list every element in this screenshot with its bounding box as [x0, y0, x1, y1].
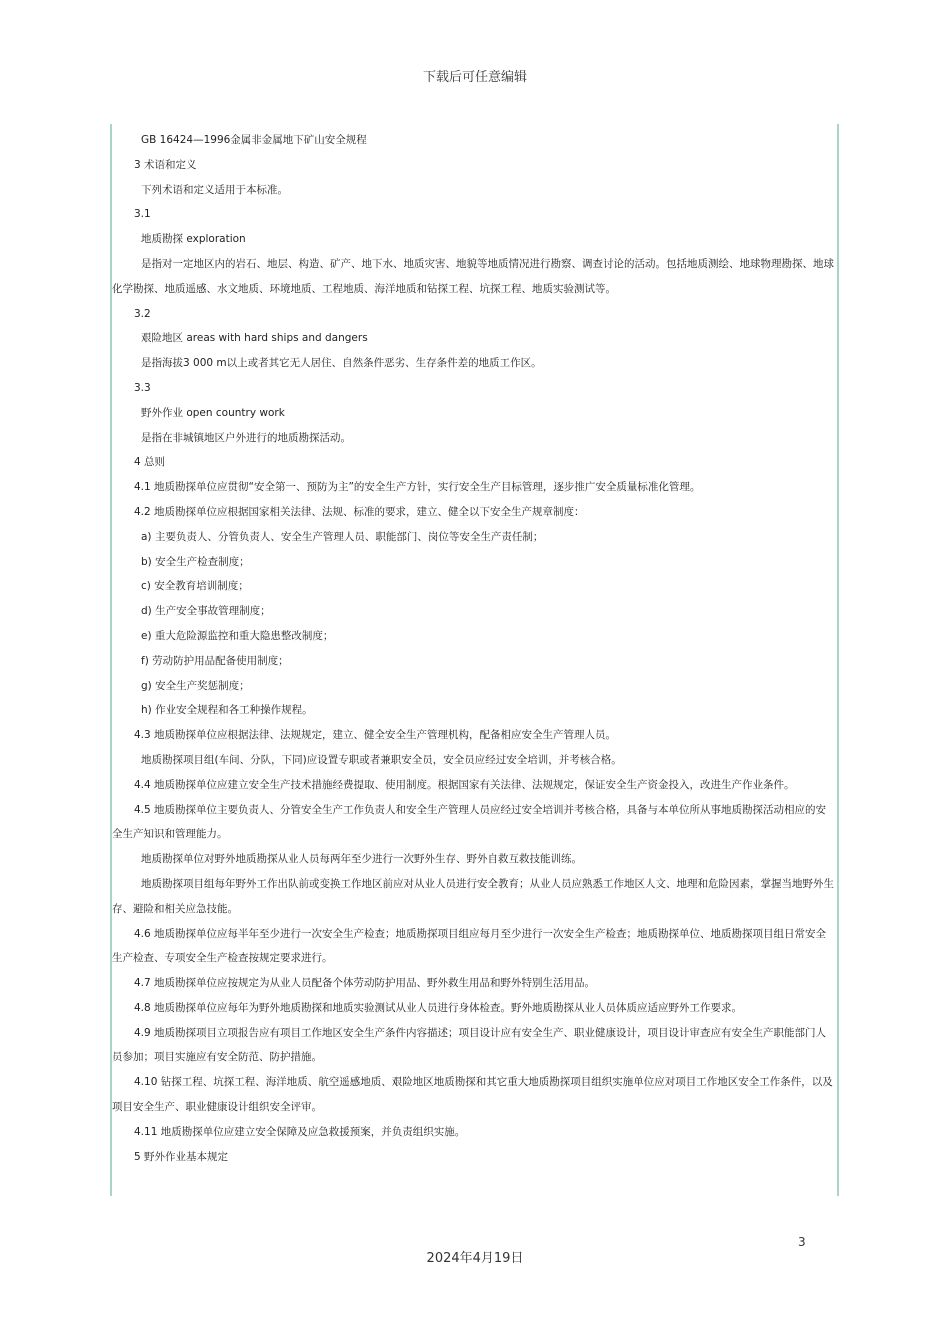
paragraph: 地质勘探项目组(车间、分队，下同)应设置专职或者兼职安全员，安全员应经过安全培训，并考核合格。 — [141, 753, 622, 766]
list-item: g) 安全生产奖惩制度； — [141, 679, 250, 692]
clause: 4.5 地质勘探单位主要负责人、分管安全生产工作负责人和安全生产管理人员应经过安全培训并考核合格，具备与本单位所从事地质勘探活动相应的安全生产知识和管理能力。 — [112, 803, 827, 841]
list-item: f) 劳动防护用品配备使用制度； — [141, 654, 289, 667]
page-header: 下载后可任意编辑 — [422, 70, 527, 85]
page-number: 3 — [798, 1235, 806, 1249]
paragraph: 地质勘探项目组每年野外工作出队前或变换工作地区前应对从业人员进行安全教育；从业人员应熟悉工作地区人文、地理和危险因素，掌握当地野外生存、避险和相关应急技能。 — [112, 877, 834, 915]
definition: 是指海拔3 000 m以上或者其它无人居住、自然条件恶劣、生存条件差的地质工作区。 — [141, 357, 542, 370]
section-heading: 5 野外作业基本规定 — [134, 1150, 229, 1163]
document-body — [112, 128, 836, 1169]
clause: 4.8 地质勘探单位应每年为野外地质勘探和地质实验测试从业人员进行身体检查。野外地质勘探从业人员体质应适应野外工作要求。 — [134, 1001, 743, 1014]
clause: 4.3 地质勘探单位应根据法律、法规规定，建立、健全安全生产管理机构，配备相应安全生产管理人员。 — [134, 729, 617, 742]
section-heading: 3 术语和定义 — [134, 158, 197, 171]
right-margin-rule — [837, 124, 839, 1196]
page-footer-date: 2024年4月19日 — [426, 1251, 524, 1266]
clause-number: 3.2 — [134, 307, 151, 320]
clause: 4.7 地质勘探单位应按规定为从业人员配备个体劳动防护用品、野外救生用品和野外特别生活用品。 — [134, 977, 596, 990]
term: 野外作业 open country work — [141, 406, 285, 419]
definition: 是指在非城镇地区户外进行的地质勘探活动。 — [141, 431, 351, 444]
list-item: e) 重大危险源监控和重大隐患整改制度； — [141, 629, 334, 642]
clause: 4.10 钻探工程、坑探工程、海洋地质、航空遥感地质、艰险地区地质勘探和其它重大地质勘探项目组织实施单位应对项目工作地区安全工作条件，以及项目安全生产、职业健康设计组织安全评审。 — [112, 1076, 833, 1114]
term: 地质勘探 exploration — [141, 233, 246, 246]
list-item: c) 安全教育培训制度； — [141, 580, 249, 593]
standard-reference: GB 16424—1996金属非金属地下矿山安全规程 — [141, 134, 367, 146]
clause-number: 3.3 — [134, 381, 151, 394]
section-heading: 4 总则 — [134, 456, 166, 469]
list-item: b) 安全生产检查制度； — [141, 555, 250, 568]
list-item: d) 生产安全事故管理制度； — [141, 605, 271, 618]
term: 艰险地区 areas with hard ships and dangers — [141, 332, 368, 345]
list-item: a) 主要负责人、分管负责人、安全生产管理人员、职能部门、岗位等安全生产责任制； — [141, 530, 544, 543]
clause: 4.1 地质勘探单位应贯彻“安全第一、预防为主”的安全生产方针，实行安全生产目标管理，逐步推广安全质量标准化管理。 — [134, 481, 701, 494]
clause-number: 3.1 — [134, 208, 151, 221]
clause: 4.4 地质勘探单位应建立安全生产技术措施经费提取、使用制度。根据国家有关法律、法规规定，保证安全生产资金投入，改进生产作业条件。 — [134, 778, 795, 791]
clause: 4.9 地质勘探项目立项报告应有项目工作地区安全生产条件内容描述；项目设计应有安全生产、职业健康设计，项目设计审查应有安全生产职能部门人员参加；项目实施应有安全防范、防护措施。 — [112, 1026, 827, 1064]
clause: 4.6 地质勘探单位应每半年至少进行一次安全生产检查；地质勘探项目组应每月至少进行一次安全生产检查；地质勘探单位、地质勘探项目组日常安全生产检查、专项安全生产检查按规定要求进行。 — [112, 927, 827, 965]
paragraph: 地质勘探单位对野外地质勘探从业人员每两年至少进行一次野外生存、野外自救互救技能训练。 — [141, 853, 582, 866]
clause: 4.2 地质勘探单位应根据国家相关法律、法规、标准的要求，建立、健全以下安全生产规章制度： — [134, 505, 585, 518]
paragraph: 下列术语和定义适用于本标准。 — [141, 183, 288, 196]
list-item: h) 作业安全规程和各工种操作规程。 — [141, 704, 313, 717]
definition: 是指对一定地区内的岩石、地层、构造、矿产、地下水、地质灾害、地貌等地质情况进行勘察、调查讨论的活动。包括地质测绘、地球物理勘探、地球化学勘探、地质遥感、水文地质、环境地质、工程地质、海洋地质和钻探工程、坑探工程、地质实验测试等。 — [112, 257, 834, 295]
clause: 4.11 地质勘探单位应建立安全保障及应急救援预案，并负责组织实施。 — [134, 1125, 466, 1138]
